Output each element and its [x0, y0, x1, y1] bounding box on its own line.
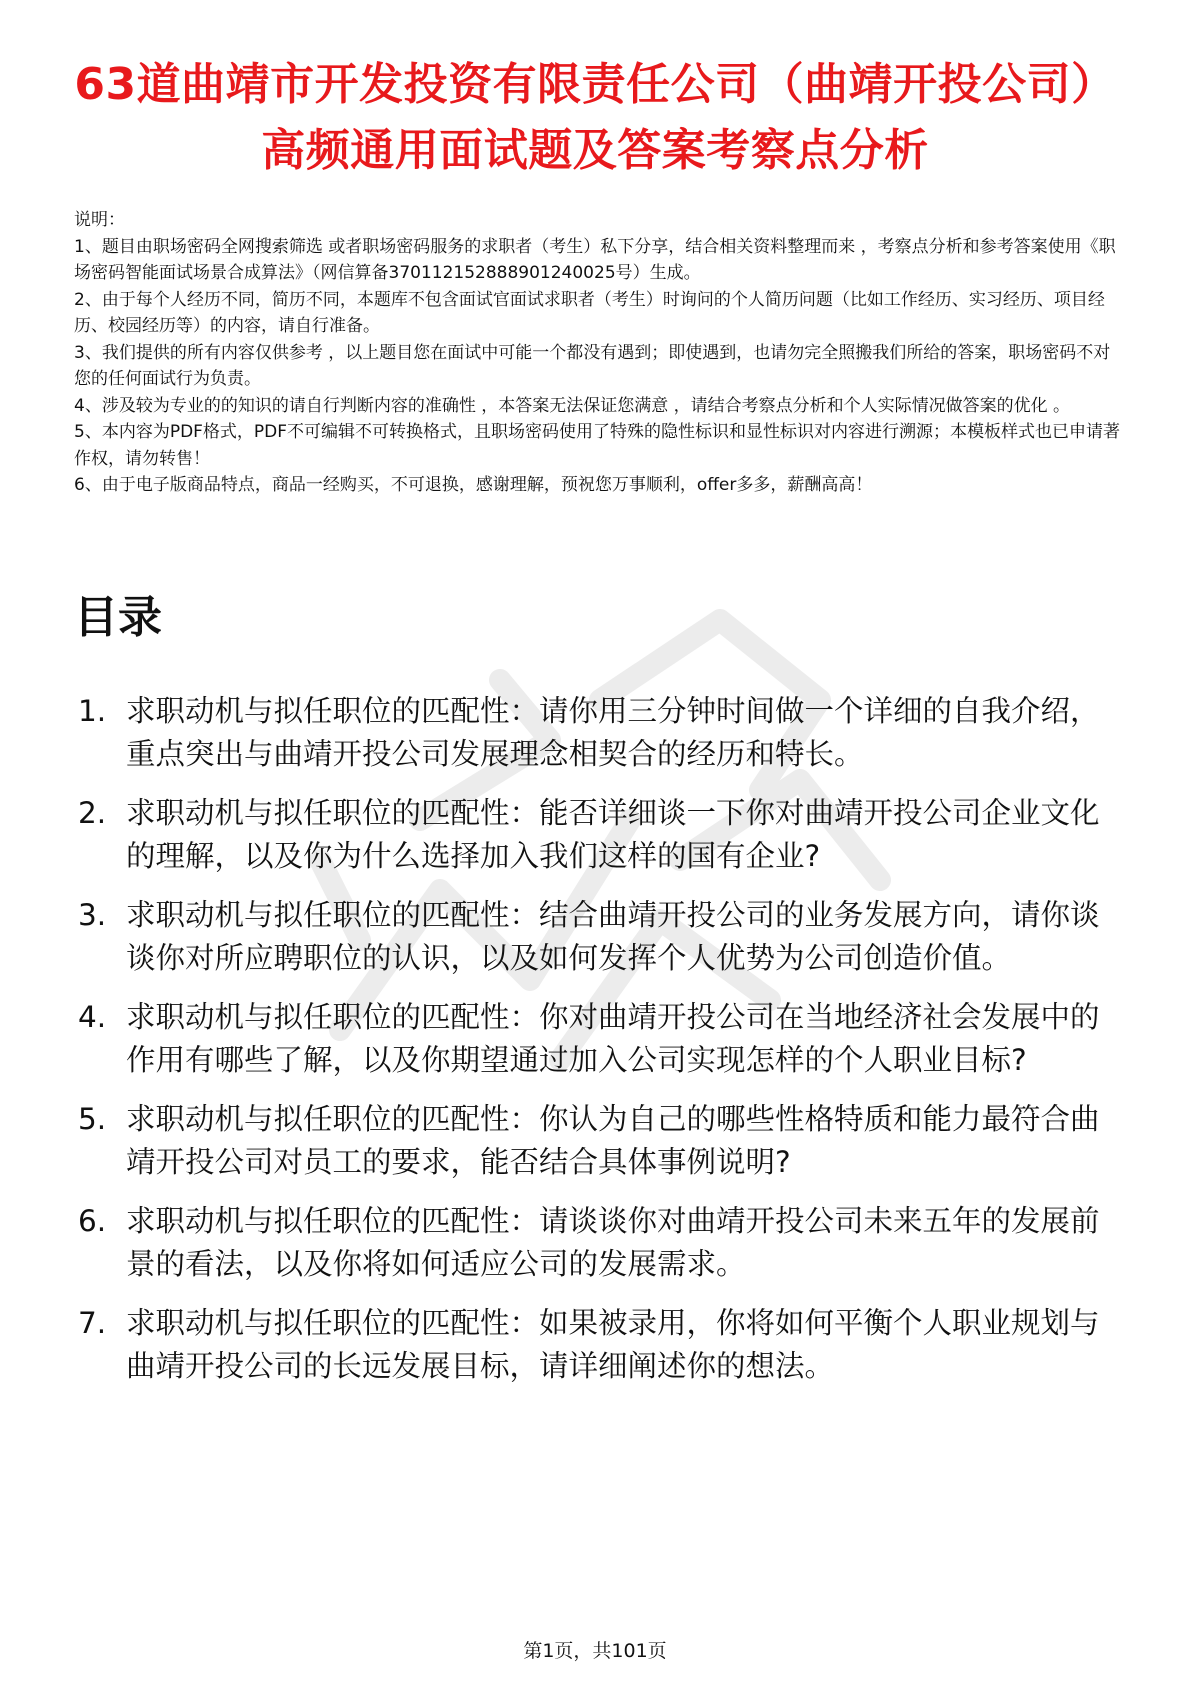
toc-heading: 目录 [74, 592, 162, 643]
toc-item[interactable] [74, 1200, 1124, 1286]
toc-item-text: 求职动机与拟任职位的匹配性：结合曲靖开投公司的业务发展方向，请你谈谈你对所应聘职位的认识，以及如何发挥个人优势为公司创造价值。 [126, 898, 1100, 975]
document-title: 63道曲靖市开发投资有限责任公司（曲靖开投公司）高频通用面试题及答案考察点分析 [74, 59, 1116, 176]
toc-item-number: 7. [78, 1306, 107, 1340]
note-item: 4、涉及较为专业的的知识的请自行判断内容的准确性 ，本答案无法保证您满意 ，请结合考察点分析和个人实际情况做答案的优化 。 [74, 395, 1071, 416]
toc-item-number: 2. [78, 796, 107, 830]
toc-item[interactable] [74, 894, 1124, 980]
table-of-contents [74, 690, 1124, 1404]
toc-item-number: 1. [78, 694, 107, 728]
toc-item-text: 求职动机与拟任职位的匹配性：你认为自己的哪些性格特质和能力最符合曲靖开投公司对员工的要求，能否结合具体事例说明? [126, 1102, 1100, 1179]
page-number-footer: 第1页，共101页 [523, 1640, 667, 1662]
toc-item[interactable] [74, 1302, 1124, 1388]
note-item: 6、由于电子版商品特点，商品一经购买，不可退换，感谢理解，预祝您万事顺利，offer多多，薪酬高高！ [74, 475, 873, 495]
toc-item-number: 3. [78, 898, 107, 932]
notes-heading: 说明： [74, 210, 125, 230]
toc-item-text: 求职动机与拟任职位的匹配性：请谈谈你对曲靖开投公司未来五年的发展前景的看法，以及你将如何适应公司的发展需求。 [126, 1204, 1100, 1281]
toc-item-number: 5. [78, 1102, 107, 1136]
note-item: 2、由于每个人经历不同，简历不同，本题库不包含面试官面试求职者（考生）时询问的个人简历问题（比如工作经历、实习经历、项目经历、校园经历等）的内容，请自行准备。 [74, 289, 1105, 336]
disclaimer-notes [74, 207, 1124, 499]
toc-item[interactable] [74, 690, 1124, 776]
toc-item[interactable] [74, 792, 1124, 878]
note-item: 5、本内容为PDF格式，PDF不可编辑不可转换格式，且职场密码使用了特殊的隐性标识和显性标识对内容进行溯源；本模板样式也已申请著作权，请勿转售！ [74, 422, 1121, 469]
toc-item-text: 求职动机与拟任职位的匹配性：你对曲靖开投公司在当地经济社会发展中的作用有哪些了解，以及你期望通过加入公司实现怎样的个人职业目标? [126, 1000, 1100, 1077]
note-item: 1、题目由职场密码全网搜索筛选 或者职场密码服务的求职者（考生）私下分享，结合相关资料整理而来 ，考察点分析和参考答案使用《职场密码智能面试场景合成算法》（网信算备370112152888901240025号）生成。 [74, 236, 1116, 283]
toc-item-number: 6. [78, 1204, 107, 1238]
toc-item-number: 4. [78, 1000, 107, 1034]
toc-item-text: 求职动机与拟任职位的匹配性：如果被录用，你将如何平衡个人职业规划与曲靖开投公司的长远发展目标，请详细阐述你的想法。 [126, 1306, 1100, 1383]
note-item: 3、我们提供的所有内容仅供参考 ，以上题目您在面试中可能一个都没有遇到；即使遇到，也请勿完全照搬我们所给的答案，职场密码不对您的任何面试行为负责。 [74, 342, 1111, 389]
toc-item[interactable] [74, 996, 1124, 1082]
toc-item-text: 求职动机与拟任职位的匹配性：请你用三分钟时间做一个详细的自我介绍，重点突出与曲靖开投公司发展理念相契合的经历和特长。 [126, 694, 1100, 771]
toc-item[interactable] [74, 1098, 1124, 1184]
toc-item-text: 求职动机与拟任职位的匹配性：能否详细谈一下你对曲靖开投公司企业文化的理解，以及你为什么选择加入我们这样的国有企业? [126, 796, 1100, 873]
